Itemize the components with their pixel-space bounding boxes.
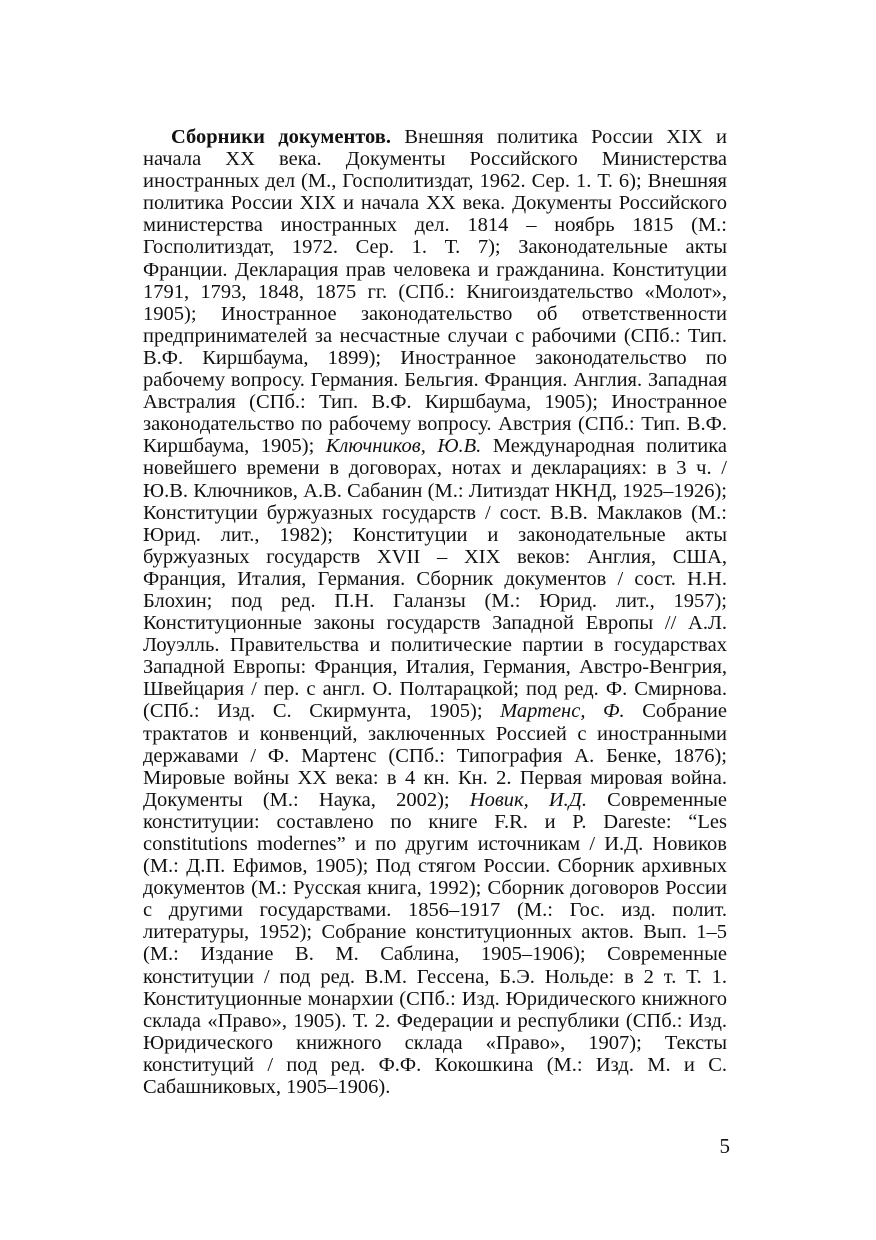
author-name-kluchnikov: Ключников, Ю.В. <box>325 435 482 458</box>
text-segment-1: Внешняя политика России XIX и начала XX века. Документы Российского Министерства иностранных дел (М., Госполитиздат, 1962. Сер. 1. Т. 6); Внешняя политика России XIX и начала XX века. Документы Российского министерства иностранных дел. 1814 – ноябрь 1815 (М.: Госполитиздат, 1972. Сер. 1. Т. 7); Законодательные акты Франции. Декларация прав человека и гражданина. Конституции 1791, 1793, 1848, 1875 гг. (СПб.: Книгоиздательство «Молот», 1905); Иностранное законодательство об ответственности предпринимателей за несчастные случаи с рабочими (СПб.: Тип. В.Ф. Киршбаума, 1899); Иностранное законодательство по рабочему вопросу. Германия. Бельгия. Франция. Англия. Западная Австралия (СПб.: Тип. В.Ф. Киршбаума, 1905); Иностранное законодательство по рабочему вопросу. Австрия (СПб.: Тип. В.Ф. Киршбаума, 1905); <box>143 126 727 458</box>
page-number: 5 <box>719 1134 730 1158</box>
text-segment-2: Международная политика новейшего времени в договорах, нотах и декларациях: в 3 ч. / Ю.В. Ключников, А.В. Сабанин (М.: Литиздат НКНД, 1925–1926); Конституции буржуазных государств / сост. В.В. Маклаков (М.: Юрид. лит., 1982); Конституции и законодательные акты буржуазных государств XVII – XIX веков: Англия, США, Франция, Италия, Германия. Сборник документов / сост. Н.Н. Блохин; под ред. П.Н. Галанзы (М.: Юрид. лит., 1957); Конституционные законы государств Западной Европы // А.Л. Лоуэлль. Правительства и политические партии в государствах Западной Европы: Франция, Италия, Германия, Австро-Венгрия, Швейцария / пер. с англ. О. Полтарацкой; под ред. Ф. Смирнова. (СПб.: Изд. С. Скирмунта, 1905); <box>143 435 728 723</box>
section-heading: Сборники документов. <box>171 126 391 148</box>
text-segment-4: Современные конституции: составлено по книге F.R. и P. Dareste: “Les constitutions modernes” и по другим источникам / И.Д. Новиков (М.: Д.П. Ефимов, 1905); Под стягом России. Сборник архивных документов (М.: Русская книга, 1992); Сборник договоров России с другими государствами. 1856–1917 (М.: Гос. изд. полит. литературы, 1952); Собрание конституционных актов. Вып. 1–5 (М.: Издание В. М. Саблина, 1905–1906); Современные конституции / под ред. В.М. Гессена, Б.Э. Нольде: в 2 т. Т. 1. Конституционные монархии (СПб.: Изд. Юридического книжного склада «Право», 1905). Т. 2. Федерации и республики (СПб.: Изд. Юридического книжного склада «Право», 1907); Тексты конституций / под ред. Ф.Ф. Кокошкина (М.: Изд. М. и С. Сабашниковых, 1905–1906). <box>143 788 728 1099</box>
bibliography-paragraph <box>143 126 727 1098</box>
author-name-novik: Новик, И.Д. <box>469 788 587 811</box>
text-segment-3: Собрание трактатов и конвенций, заключенных Россией с иностранными державами / Ф. Мартенс (СПб.: Типография А. Бенке, 1876); Мировые войны XX века: в 4 кн. Кн. 2. Первая мировая война. Документы (М.: Наука, 2002); <box>143 700 727 811</box>
author-name-martens: Мартенс, Ф. <box>500 700 625 723</box>
